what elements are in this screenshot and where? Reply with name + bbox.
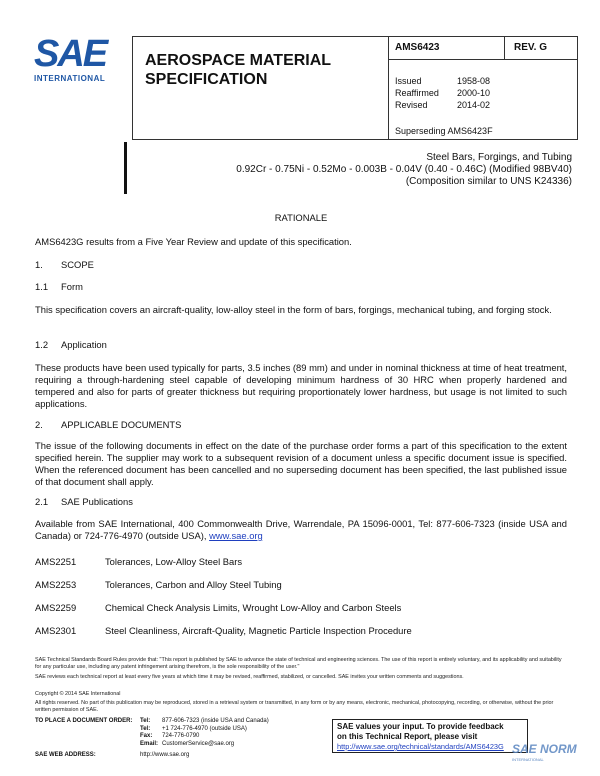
date-row: Issued 1958-08 [395, 76, 491, 86]
section-heading: 1.2 Application [35, 339, 107, 350]
feedback-link[interactable]: http://www.sae.org/technical/standards/AMS6423G [337, 742, 504, 751]
date-row: Revised 2014-02 [395, 100, 491, 110]
spec-title-line: 0.92Cr - 0.75Ni - 0.52Mo - 0.003B - 0.04V (0.40 - 0.46C) (Modified 98BV40) [236, 164, 572, 175]
footer-review-note: SAE reviews each technical report at least every five years at which time it may be revised, reaffirmed, stabilized, or cancelled. SAE invites your written comments and suggestions. [35, 674, 464, 680]
spec-number: AMS6423 [395, 42, 440, 53]
watermark-sub: INTERNATIONAL [512, 757, 544, 762]
logo-subtitle: INTERNATIONAL [34, 74, 106, 83]
feedback-box: SAE values your input. To provide feedback on this Technical Report, please visit http://www.sae.org/technical/standards/AMS6423G [332, 719, 528, 753]
paragraph: The issue of the following documents in effect on the date of the purchase order forms a part of this specification to the extent specified herein. The supplier may work to a subsequent revision of a document unless a specific document issue is specified. When the referenced document has been cancelled and no superseding document has been specified, the last published issue of that document shall apply. [35, 440, 567, 487]
spec-title-line: (Composition similar to UNS K24336) [405, 176, 572, 187]
watermark: SAE NORM [512, 742, 577, 756]
sae-logo [34, 33, 120, 86]
section-heading: 2. APPLICABLE DOCUMENTS [35, 419, 182, 430]
footer-copyright: Copyright © 2014 SAE International [35, 691, 121, 697]
divider [388, 59, 577, 60]
paragraph: Available from SAE International, 400 Commonwealth Drive, Warrendale, PA 15096-0001, Tel: 877-606-7323 (inside USA and Canada) or 724-776-4970 (outside USA), www.sae.org [35, 518, 567, 541]
footer-rights: All rights reserved. No part of this publication may be reproduced, stored in a retrieval system or transmitted, in any form or by any means, electronic, mechanical, photocopying, recording, or otherwise, without the prior written permission of SAE. [35, 700, 554, 713]
document-reference: AMS2251 Tolerances, Low-Alloy Steel Bars [35, 556, 243, 567]
document-reference: AMS2259 Chemical Check Analysis Limits, Wrought Low-Alloy and Carbon Steels [35, 602, 402, 613]
superseding-note: Superseding AMS6423F [395, 126, 493, 136]
document-reference: AMS2301 Steel Cleanliness, Aircraft-Quality, Magnetic Particle Inspection Procedure [35, 625, 412, 636]
paragraph: These products have been used typically for parts, 3.5 inches (89 mm) and under in nominal thickness at time of heat treatment, requiring a through-hardening steel capable of developing minimum hardness of 30 HRC when properly hardened and tempered and also for parts of greater thickness but requiring proportionately lower hardness, but usage is not limited to such applications. [35, 362, 567, 409]
spec-title-block [124, 142, 578, 194]
revision: REV. G [514, 42, 547, 53]
header-box [132, 36, 578, 140]
divider [504, 37, 505, 59]
section-heading: 1. SCOPE [35, 259, 94, 270]
logo-brand: SAE [34, 33, 107, 75]
sae-website-link[interactable]: www.sae.org [209, 530, 263, 541]
footer-disclaimer: SAE Technical Standards Board Rules provide that: "This report is published by SAE to advance the state of technical and engineering sciences. The use of this report is entirely voluntary, and its applicability and suitability for any particular use, including any patent infringement arising therefrom, is the sole responsibility of the user." [35, 657, 562, 670]
paragraph: This specification covers an aircraft-quality, low-alloy steel in the form of bars, forgings, mechanical tubing, and forging stock. [35, 304, 552, 315]
section-heading: 1.1 Form [35, 281, 83, 292]
divider [388, 37, 389, 139]
order-contact-block: TO PLACE A DOCUMENT ORDER: Tel: 877-606-7323 (inside USA and Canada) Tel: +1 724-776-4970 (outside USA) Fax: 724-776-0790 Email: CustomerService@sae.org SAE WEB ADDRESS: http://www.sae.org [35, 718, 269, 759]
document-type-title: AEROSPACE MATERIAL SPECIFICATION [145, 52, 331, 88]
sae-web-link[interactable]: http://www.sae.org [140, 752, 190, 759]
date-row: Reaffirmed 2000-10 [395, 88, 491, 98]
spec-title-line: Steel Bars, Forgings, and Tubing [426, 152, 572, 163]
document-reference: AMS2253 Tolerances, Carbon and Alloy Steel Tubing [35, 579, 282, 590]
rationale-heading: RATIONALE [274, 212, 328, 223]
date-table [395, 75, 490, 111]
section-heading: 2.1 SAE Publications [35, 496, 133, 507]
rationale-text: AMS6423G results from a Five Year Review and update of this specification. [35, 236, 352, 247]
